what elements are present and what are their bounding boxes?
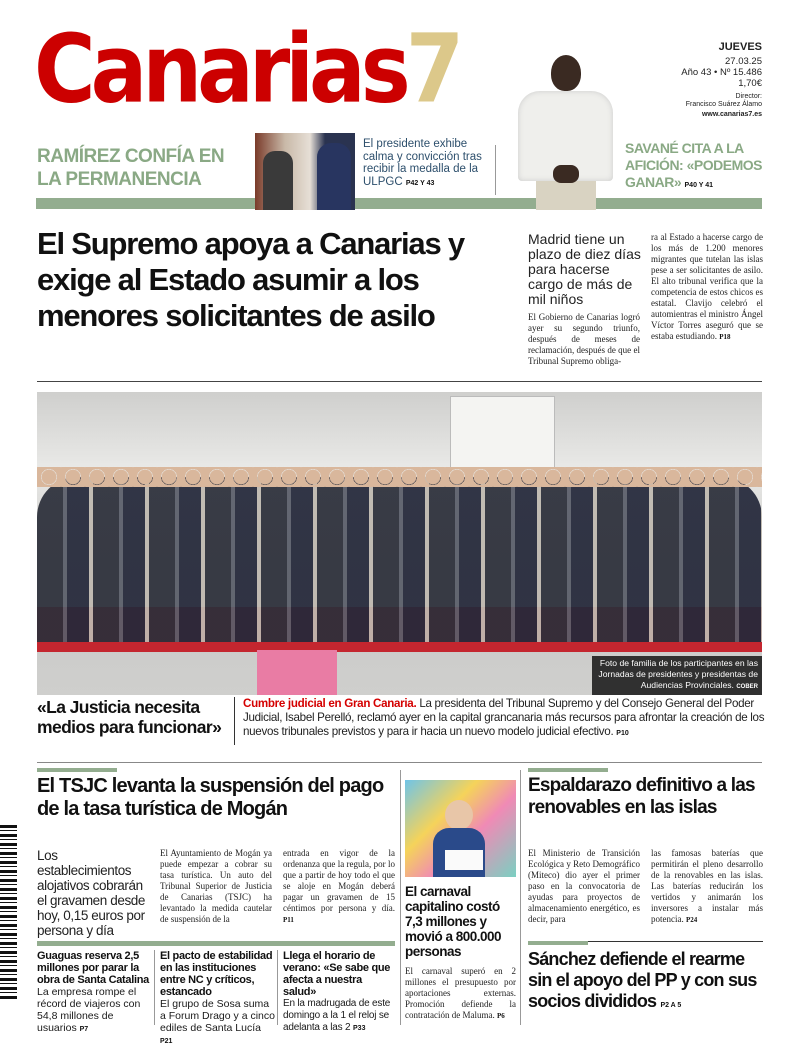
brief-pacto[interactable] bbox=[160, 950, 275, 1048]
divider bbox=[234, 697, 235, 745]
barcode bbox=[0, 825, 17, 1000]
quote-body bbox=[243, 697, 768, 741]
brief-text bbox=[283, 998, 395, 1035]
group-photo bbox=[37, 392, 762, 695]
tsjc-body-col1: El Ayuntamiento de Mogán ya puede empezar a cobrar su tasa turística. Un auto del Tribunal Superior de Justicia de Canarias (TSJC) ha levantado la medida cautelar de suspensión de la bbox=[160, 848, 272, 924]
headline-text: Sánchez defiende el rearme sin el apoyo del PP y con sus socios divididos bbox=[528, 949, 757, 1011]
rule bbox=[37, 762, 762, 763]
teaser-savane[interactable] bbox=[625, 140, 785, 194]
body-text: entrada en vigor de la ordenanza que la regula, por lo que a partir de hoy todo el que se aloje en Mogán deberá pagar un gravamen de 15 céntimos por persona y día. bbox=[283, 848, 395, 913]
divider bbox=[277, 950, 278, 1025]
carnaval-headline[interactable]: El carnaval capitalino costó 7,3 millones y movió a 800.000 personas bbox=[405, 884, 502, 959]
page-ref: P24 bbox=[686, 916, 698, 924]
page-ref: P42 Y 43 bbox=[405, 179, 435, 187]
logo-text: Canarias bbox=[34, 14, 406, 124]
page-ref: P2 A 5 bbox=[660, 1002, 682, 1009]
tsjc-dek: Los establecimientos alojativos cobrarán el gravamen desde hoy, 0,15 euros por persona y día bbox=[37, 848, 146, 938]
caption-text: Foto de familia de los participantes en las Jornadas de presidentes y presidentas de Audiencias Provinciales. bbox=[598, 658, 758, 690]
rule bbox=[37, 381, 762, 382]
sanchez-headline[interactable] bbox=[528, 949, 768, 1016]
lead-body-col1: El Gobierno de Canarias logró ayer su segundo triunfo, después de meses de reclamación, después de que el Tribunal Supremo obliga- bbox=[528, 312, 640, 366]
date: 27.03.25 bbox=[725, 56, 762, 67]
director-label: Director: bbox=[735, 93, 762, 100]
page-ref: P18 bbox=[719, 333, 731, 341]
ramirez-photo bbox=[255, 133, 355, 210]
quote-kicker: Cumbre judicial en Gran Canaria. bbox=[243, 697, 417, 710]
issue-number: Año 43 • Nº 15.486 bbox=[681, 67, 762, 78]
brief-horario[interactable] bbox=[283, 950, 395, 1035]
tsjc-body-col2 bbox=[283, 848, 395, 926]
body-text: ra al Estado a hacerse cargo de los más de 1.200 menores migrantes que tutelan las islas pese a ser solicitantes de asilo. El alto tribunal verifica que la competencia de estos chicos es estatal. Clavijo celebró el automientras el ministro Ángel Víctor Torres aseguró que se estaba estudiando. bbox=[651, 232, 763, 341]
savane-photo bbox=[518, 55, 613, 210]
text: La empresa rompe el récord de viajeros con 54,8 millones de usuarios bbox=[37, 986, 141, 1034]
sports-band bbox=[36, 198, 762, 209]
teaser-ramirez-text[interactable] bbox=[363, 138, 491, 190]
section-accent bbox=[37, 941, 395, 946]
body-text: El carnaval superó en 2 millones el presupuesto por aportaciones externas. Promoción defiende la contratación de Maluma. bbox=[405, 966, 516, 1020]
quote-headline[interactable]: «La Justicia necesita medios para funcionar» bbox=[37, 697, 222, 737]
teaser-ramirez-headline[interactable]: RAMÍREZ CONFÍA EN LA PERMANENCIA bbox=[37, 146, 225, 190]
section-accent bbox=[528, 768, 608, 772]
text: En la madrugada de este domingo a la 1 el reloj se adelanta a las 2 bbox=[283, 998, 391, 1033]
weekday: JUEVES bbox=[718, 41, 762, 53]
divider bbox=[154, 950, 155, 1025]
divider bbox=[400, 770, 401, 1025]
masthead-logo bbox=[34, 14, 460, 124]
tsjc-headline[interactable]: El TSJC levanta la suspensión del pago de la tasa turística de Mogán bbox=[37, 775, 384, 820]
teaser-savane-headline: SAVANÉ CITA A LA AFICIÓN: «PODEMOS GANAR» bbox=[625, 140, 762, 190]
lead-body-col2 bbox=[651, 232, 763, 343]
brief-headline: Llega el horario de verano: «Se sabe que afecta a nuestra salud» bbox=[283, 950, 391, 998]
pink-carpet bbox=[257, 650, 337, 695]
page-ref: P33 bbox=[353, 1025, 366, 1032]
quote-text: La presidenta del Tribunal Supremo y del Consejo General del Poder Judicial, Isabel Perelló, reclamó ayer en la capital grancanaria más recursos para afrontar la creación de los nuevos tribunales previstos y para ir hacia un nuevo modelo judicial efectivo. bbox=[243, 697, 765, 738]
group-of-people bbox=[37, 477, 762, 642]
divider bbox=[495, 145, 496, 195]
teaser-text: El presidente exhibe calma y convicción tras recibir la medalla de la ULPGC bbox=[363, 138, 482, 188]
text: El grupo de Sosa suma a Forum Drago y a cinco ediles de Santa Lucía bbox=[160, 998, 275, 1034]
renovables-body-col1: El Ministerio de Transición Ecológica y Reto Demográfico (Miteco) dio ayer el primer paso en la convocatoria de ayudas para proyectos de almacenamiento energético, es decir, para bbox=[528, 848, 640, 924]
photo-caption bbox=[592, 656, 762, 695]
page-ref: P6 bbox=[496, 1012, 505, 1020]
lead-dek: Madrid tiene un plazo de diez días para hacerse cargo de más de mil niños bbox=[528, 231, 641, 307]
renovables-body-col2 bbox=[651, 848, 763, 926]
section-accent bbox=[37, 768, 117, 772]
page-ref: P11 bbox=[283, 916, 294, 924]
brief-text bbox=[160, 998, 275, 1048]
page-ref: P7 bbox=[79, 1026, 89, 1033]
price: 1,70€ bbox=[738, 78, 762, 89]
divider bbox=[520, 770, 521, 1025]
lead-headline[interactable]: El Supremo apoya a Canarias y exige al Estado asumir a los menores solicitantes de asilo bbox=[37, 226, 464, 333]
page-ref: P21 bbox=[160, 1038, 173, 1045]
brief-text bbox=[37, 986, 149, 1036]
logo-number: 7 bbox=[405, 14, 460, 124]
brief-headline: Guaguas reserva 2,5 millones por parar la obra de Santa Catalina bbox=[37, 950, 149, 986]
website-link[interactable]: www.canarias7.es bbox=[701, 111, 762, 118]
page-ref: P10 bbox=[616, 730, 629, 737]
carnaval-body bbox=[405, 966, 516, 1022]
projection-screen bbox=[450, 396, 555, 468]
director-name: Francisco Suárez Álamo bbox=[685, 101, 762, 108]
body-text: las famosas baterías que permitirán el pleno desarrollo de la renovables en las islas. Las baterías reducirán los vertidos y animarán los inversores a instalar más potencia. bbox=[651, 848, 763, 924]
page-ref: P40 Y 41 bbox=[684, 182, 714, 189]
brief-headline: El pacto de estabilidad en las instituciones entre NC y críticos, estancado bbox=[160, 950, 273, 998]
issue-info bbox=[681, 42, 762, 120]
faces bbox=[37, 467, 762, 487]
brief-guaguas[interactable] bbox=[37, 950, 149, 1036]
renovables-headline[interactable]: Espaldarazo definitivo a las renovables en las islas bbox=[528, 775, 755, 818]
carnaval-photo bbox=[405, 780, 516, 877]
section-accent bbox=[528, 941, 588, 945]
photo-credit: COBER bbox=[736, 684, 758, 690]
